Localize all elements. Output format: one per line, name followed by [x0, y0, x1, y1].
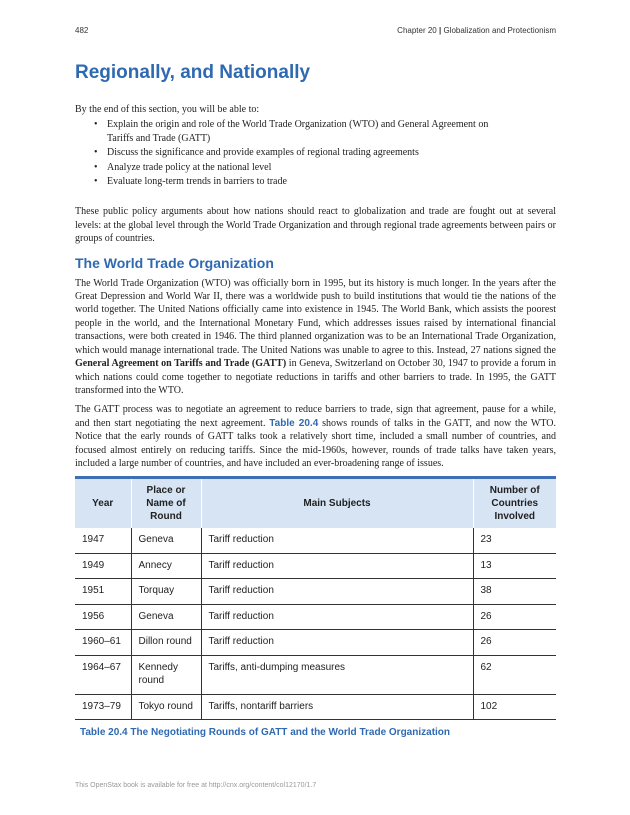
gatt-rounds-table-container [75, 476, 556, 738]
header-year: Year [92, 498, 114, 510]
cell-countries: 38 [473, 579, 556, 605]
section-title: Regionally, and Nationally [75, 62, 311, 83]
cell-year: 1960–61 [75, 630, 131, 656]
cell-countries: 23 [473, 528, 556, 553]
objective-item: • Discuss the significance and provide examples of regional trading agreements [107, 146, 556, 159]
objectives-intro: By the end of this section, you will be able to: [75, 104, 260, 115]
cell-subjects: Tariff reduction [201, 604, 473, 630]
cell-place: Torquay [131, 579, 201, 605]
table-row [75, 553, 556, 579]
cell-subjects: Tariffs, nontariff barriers [201, 694, 473, 720]
cell-year: 1956 [75, 604, 131, 630]
header-countries: Number of Countries Involved [473, 478, 556, 529]
table-row [75, 694, 556, 720]
cell-countries: 13 [473, 553, 556, 579]
chapter-title: Globalization and Protectionism [443, 26, 556, 35]
gatt-key-term: General Agreement on Tariffs and Trade (GATT) [75, 358, 287, 370]
chapter-label: Chapter 20 [397, 26, 437, 35]
cell-countries: 102 [473, 694, 556, 720]
cell-place: Kennedy round [131, 655, 201, 694]
intro-paragraph: These public policy arguments about how nations should react to globalization and trade are fought out at several levels: at the global level through the World Trade Organization and through regional trade agreements between pairs or groups of countries. [75, 206, 556, 245]
cell-subjects: Tariff reduction [201, 579, 473, 605]
gatt-text-1: The GATT process was to negotiate an agreement to reduce barriers to trade, sign that agreement, pause for a while, and then start negotiating the next agreement. [75, 404, 556, 429]
objectives-list [75, 118, 556, 188]
page-footer: This OpenStax book is available for free at http://cnx.org/content/col12170/1.7 [75, 782, 317, 789]
cell-subjects: Tariffs, anti-dumping measures [201, 655, 473, 694]
subsection-title: The World Trade Organization [75, 254, 274, 271]
cell-countries: 26 [473, 630, 556, 656]
cell-year: 1951 [75, 579, 131, 605]
cell-place: Geneva [131, 604, 201, 630]
gatt-text-2: shows rounds of talks in the GATT, and now the WTO. Notice that the early rounds of GATT talks took a relatively short time, included a small number of countries, and focused almost entirely on reducing tariffs. Since the mid-1960s, however, rounds of trade talks have taken years, included a large number of countries, and have included an ever-broadening range of issues. [75, 417, 556, 469]
page-content [75, 62, 556, 738]
cell-year: 1973–79 [75, 694, 131, 720]
wto-text-2: in Geneva, Switzerland on October 30, 1947 to provide a forum in which nations could come together to negotiate reductions in tariffs and other barriers to trade. In 1995, the GATT transformed into the WTO. [75, 358, 556, 396]
objective-item: • Evaluate long-term trends in barriers to trade [107, 175, 556, 188]
cell-place: Dillon round [131, 630, 201, 656]
gatt-paragraph [75, 403, 556, 470]
header-place: Place or Name of Round [131, 478, 201, 529]
cell-year: 1964–67 [75, 655, 131, 694]
header-subjects: Main Subjects [201, 478, 473, 529]
page-number: 482 [75, 26, 89, 35]
cell-subjects: Tariff reduction [201, 528, 473, 553]
cell-place: Tokyo round [131, 694, 201, 720]
objective-item: • Analyze trade policy at the national level [107, 161, 556, 174]
header-separator: | [439, 26, 442, 35]
cell-countries: 62 [473, 655, 556, 694]
cell-year: 1947 [75, 528, 131, 553]
cell-year: 1949 [75, 553, 131, 579]
table-row [75, 655, 556, 694]
table-row [75, 630, 556, 656]
cell-subjects: Tariff reduction [201, 553, 473, 579]
table-reference-link[interactable]: Table 20.4 [269, 417, 319, 429]
table-caption: Table 20.4 The Negotiating Rounds of GATT and the World Trade Organization [80, 727, 451, 739]
objective-item: • Explain the origin and role of the World Trade Organization (WTO) and General Agreement on Tariffs and Trade (GATT) [107, 118, 556, 145]
wto-paragraph [75, 277, 556, 398]
gatt-rounds-table [75, 476, 556, 720]
wto-text-1: The World Trade Organization (WTO) was officially born in 1995, but its history is much longer. In the years after the Great Depression and World War II, there was a worldwide push to build institutions that would tie the nations of the world together. The United Nations officially came into existence in 1945. The World Bank, which assists the poorest people in the world, and the International Monetary Fund, which addresses issues raised by international financial transactions, were both created in 1946. The third planned organization was to be an International Trade Organization, which would manage international trade. The United Nations was unable to agree to this. Instead, 27 nations signed the [75, 277, 556, 356]
table-row [75, 604, 556, 630]
table-header-row [75, 478, 556, 529]
table-row [75, 528, 556, 553]
cell-subjects: Tariff reduction [201, 630, 473, 656]
running-header [397, 26, 556, 35]
cell-place: Annecy [131, 553, 201, 579]
cell-countries: 26 [473, 604, 556, 630]
cell-place: Geneva [131, 528, 201, 553]
table-row [75, 579, 556, 605]
